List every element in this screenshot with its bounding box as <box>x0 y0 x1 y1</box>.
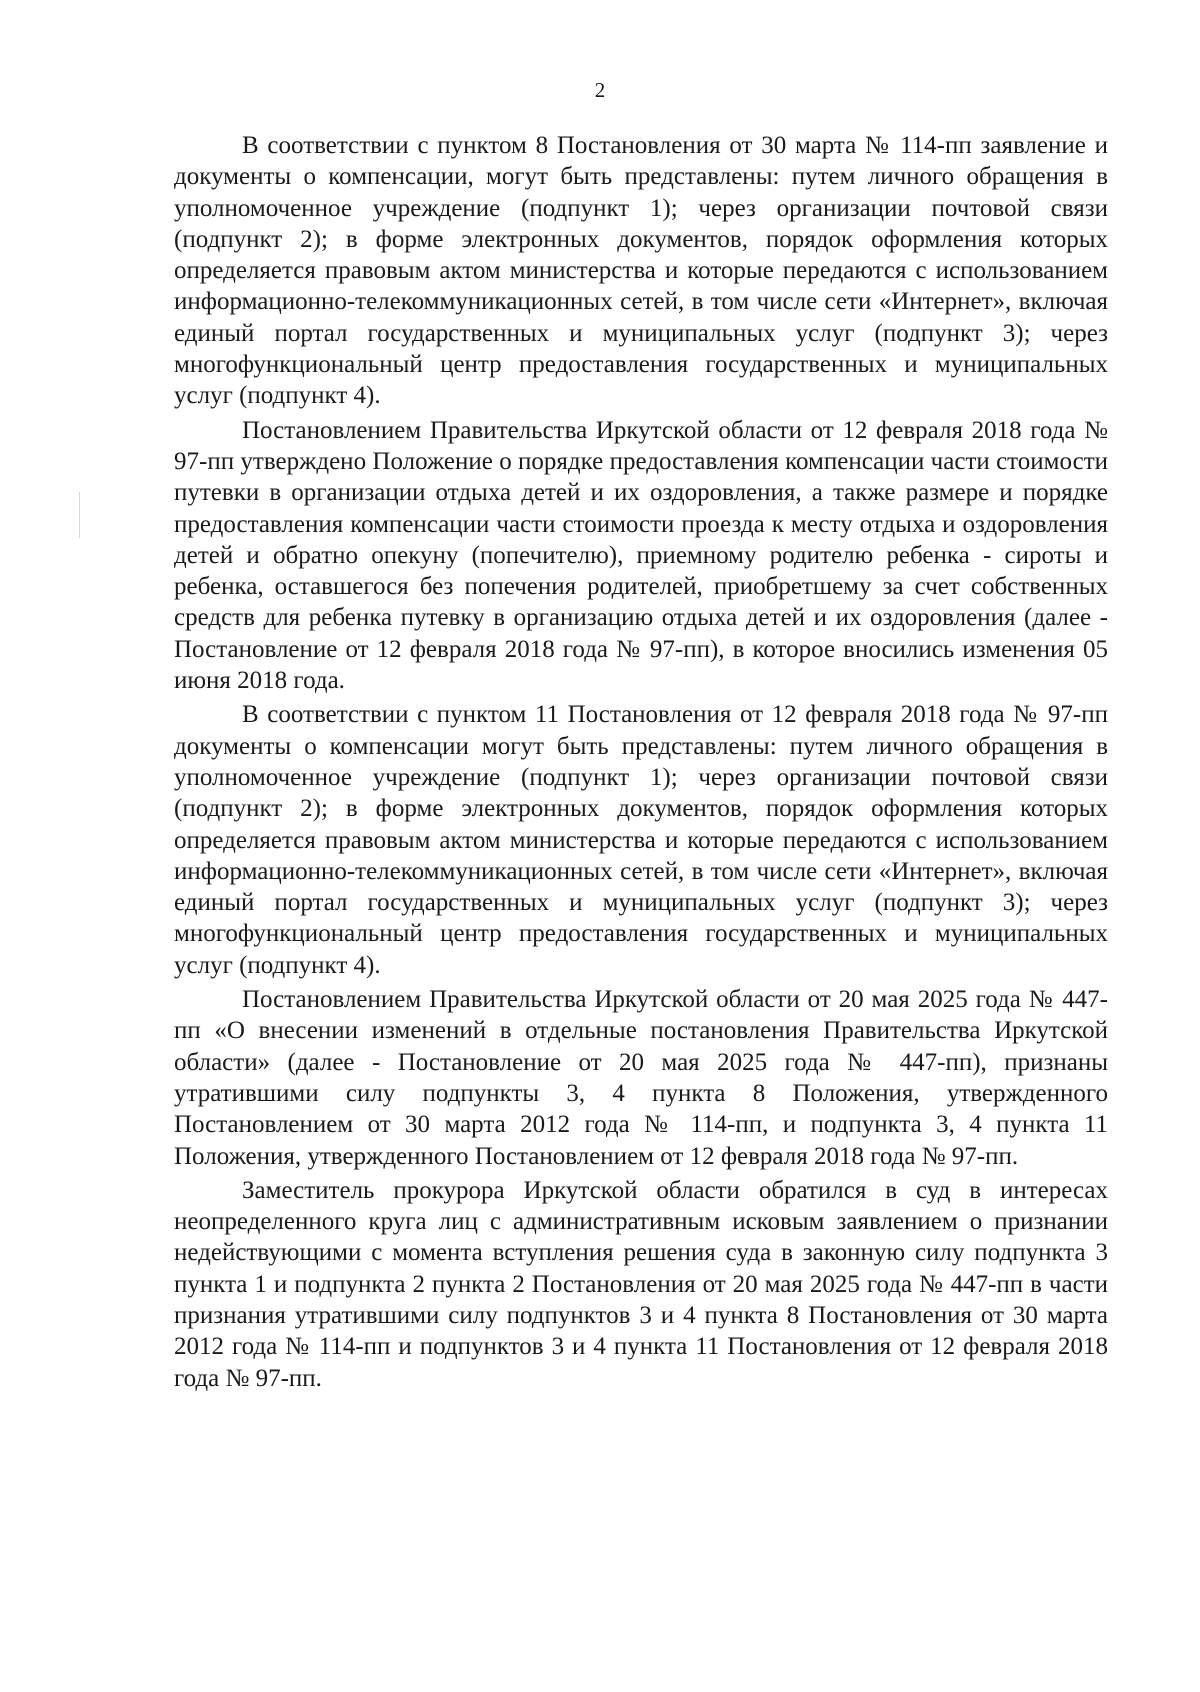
paragraph-4: Постановлением Правительства Иркутской области от 20 мая 2025 года № 447-пп «О внесении изменений в отдельные постановления Правительства Иркутской области» (далее - Постановление от 20 мая 2025 года № 447-пп), признаны утратившими силу подпункты 3, 4 пункта 8 Положения, утвержденного Постановлением от 30 марта 2012 года № 114-пп, и подпункта 3, 4 пункта 11 Положения, утвержденного Постановлением от 12 февраля 2018 года № 97-пп. <box>174 986 1108 1170</box>
paragraph-2: Постановлением Правительства Иркутской области от 12 февраля 2018 года № 97-пп утверждено Положение о порядке предоставления компенсации части стоимости путевки в организации отдыха детей и их оздоровления, а также размере и порядке предоставления компенсации части стоимости проезда к месту отдыха и оздоровления детей и обратно опекуну (попечителю), приемному родителю ребенка - сироты и ребенка, оставшегося без попечения родителей, приобретшему за счет собственных средств для ребенка путевку в организацию отдыха детей и их оздоровления (далее - Постановление от 12 февраля 2018 года № 97-пп), в которое вносились изменения 05 июня 2018 года. <box>174 416 1108 695</box>
page-number: 2 <box>594 78 606 102</box>
scan-artifact-mark <box>79 492 80 538</box>
document-body <box>174 130 1108 1394</box>
paragraph-5: Заместитель прокурора Иркутской области обратился в суд в интересах неопределенного круга лиц с административным исковым заявлением о признании недействующими с момента вступления решения суда в законную силу подпункта 3 пункта 1 и подпункта 2 пункта 2 Постановления от 20 мая 2025 года № 447-пп в части признания утратившими силу подпунктов 3 и 4 пункта 8 Постановления от 30 марта 2012 года № 114-пп и подпунктов 3 и 4 пункта 11 Постановления от 12 февраля 2018 года № 97-пп. <box>174 1176 1108 1392</box>
paragraph-1: В соответствии с пунктом 8 Постановления от 30 марта № 114-пп заявление и документы о компенсации, могут быть представлены: путем личного обращения в уполномоченное учреждение (подпункт 1); через организации почтовой связи (подпункт 2); в форме электронных документов, порядок оформления которых определяется правовым актом министерства и которые передаются с использованием информационно-телекоммуникационных сетей, в том числе сети «Интернет», включая единый портал государственных и муниципальных услуг (подпункт 3); через многофункциональный центр предоставления государственных и муниципальных услуг (подпункт 4). <box>174 132 1108 410</box>
paragraph-3: В соответствии с пунктом 11 Постановления от 12 февраля 2018 года № 97-пп документы о компенсации могут быть представлены: путем личного обращения в уполномоченное учреждение (подпункт 1); через организации почтовой связи (подпункт 2); в форме электронных документов, порядок оформления которых определяется правовым актом министерства и которые передаются с использованием информационно-телекоммуникационных сетей, в том числе сети «Интернет», включая единый портал государственных и муниципальных услуг (подпункт 3); через многофункциональный центр предоставления государственных и муниципальных услуг (подпункт 4). <box>174 701 1108 979</box>
